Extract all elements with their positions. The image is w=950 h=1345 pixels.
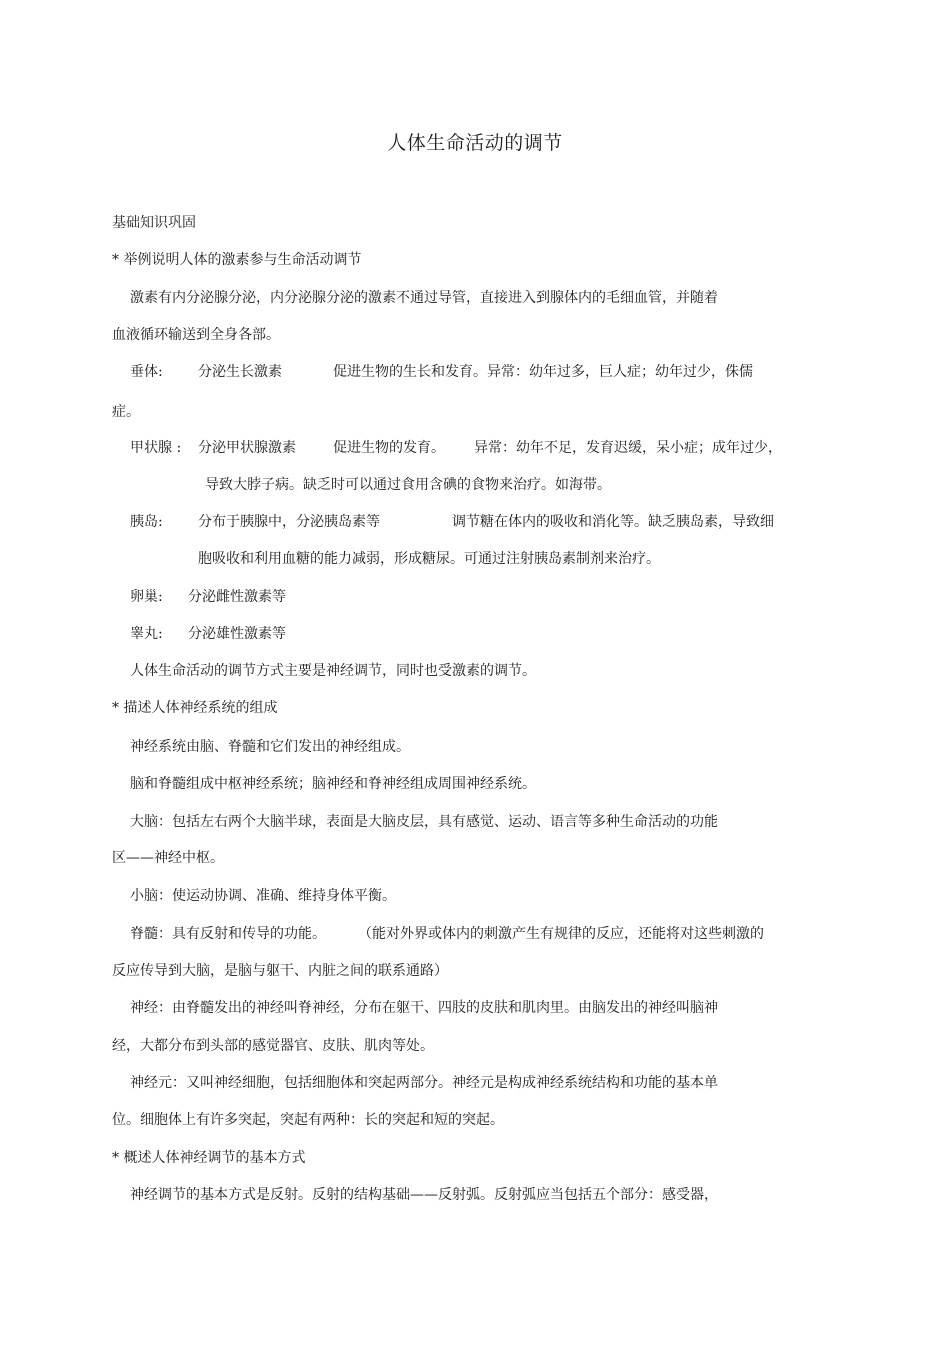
gland-secretion: 分泌甲状腺激素: [198, 440, 296, 456]
topic-heading-hormones: * 举例说明人体的激素参与生命活动调节: [112, 252, 362, 268]
gland-name-thyroid: 甲状腺 :: [130, 440, 182, 456]
gland-function: 促进生物的生长和发育。异常：幼年过多，巨人症；幼年过少，侏儒: [333, 364, 753, 380]
paragraph-line: 血液循环输送到全身各部。: [112, 327, 280, 343]
gland-function: 促进生物的发育。: [333, 440, 445, 456]
page-title: 人体生命活动的调节: [387, 132, 563, 154]
paragraph-line: 反应传导到大脑，是脑与躯干、内脏之间的联系通路）: [112, 963, 448, 979]
gland-abnormality: 异常：幼年不足，发育迟缓，呆小症；成年过少，: [474, 440, 782, 456]
paragraph-line: 脑和脊髓组成中枢神经系统；脑神经和脊神经组成周围神经系统。: [130, 776, 536, 792]
paragraph-line: 大脑：包括左右两个大脑半球，表面是大脑皮层，具有感觉、运动、语言等多种生命活动的功能: [130, 814, 718, 830]
gland-name-islets: 胰岛:: [130, 514, 163, 530]
paragraph-line: 激素有内分泌腺分泌，内分泌腺分泌的激素不通过导管，直接进入到腺体内的毛细血管，并随着: [130, 290, 718, 306]
paragraph-line: 胞吸收和利用血糖的能力减弱，形成糖尿。可通过注射胰岛素制剂来治疗。: [198, 551, 660, 567]
paragraph-line: 神经系统由脑、脊髓和它们发出的神经组成。: [130, 739, 410, 755]
section-heading: 基础知识巩固: [112, 215, 196, 231]
paragraph-line: 区——神经中枢。: [112, 850, 224, 866]
paragraph-line: 经，大都分布到头部的感觉器官、皮肤、肌肉等处。: [112, 1038, 434, 1054]
paragraph-line: 导致大脖子病。缺乏时可以通过食用含碘的食物来治疗。如海带。: [205, 477, 611, 493]
paragraph-line: 神经元：又叫神经细胞，包括细胞体和突起两部分。神经元是构成神经系统结构和功能的基本单: [130, 1075, 718, 1091]
paragraph-line: 神经：由脊髓发出的神经叫脊神经，分布在躯干、四肢的皮肤和肌肉里。由脑发出的神经叫脑神: [130, 1000, 718, 1016]
topic-heading-reflex: * 概述人体神经调节的基本方式: [112, 1150, 306, 1166]
gland-function: 调节糖在体内的吸收和消化等。缺乏胰岛素，导致细: [452, 514, 774, 530]
paragraph-line: 症。: [112, 404, 140, 420]
paragraph-line: 神经调节的基本方式是反射。反射的结构基础——反射弧。反射弧应当包括五个部分：感受器，: [130, 1187, 718, 1203]
topic-heading-nervous-system: * 描述人体神经系统的组成: [112, 700, 278, 716]
gland-name-testis: 睾丸:: [130, 626, 163, 642]
gland-name-ovary: 卵巢:: [130, 589, 163, 605]
paragraph-line: 人体生命活动的调节方式主要是神经调节，同时也受激素的调节。: [130, 663, 536, 679]
gland-secretion: 分泌雄性激素等: [188, 626, 286, 642]
gland-secretion: 分泌生长激素: [198, 364, 282, 380]
gland-secretion: 分布于胰腺中，分泌胰岛素等: [198, 514, 380, 530]
paragraph-line: （能对外界或体内的刺激产生有规律的反应，还能将对这些刺激的: [358, 926, 764, 942]
paragraph-line: 小脑：使运动协调、准确、维持身体平衡。: [130, 888, 396, 904]
gland-name-pituitary: 垂体:: [130, 364, 163, 380]
gland-secretion: 分泌雌性激素等: [188, 589, 286, 605]
paragraph-line: 脊髓：具有反射和传导的功能。: [130, 926, 326, 942]
paragraph-line: 位。细胞体上有许多突起，突起有两种：长的突起和短的突起。: [112, 1112, 504, 1128]
